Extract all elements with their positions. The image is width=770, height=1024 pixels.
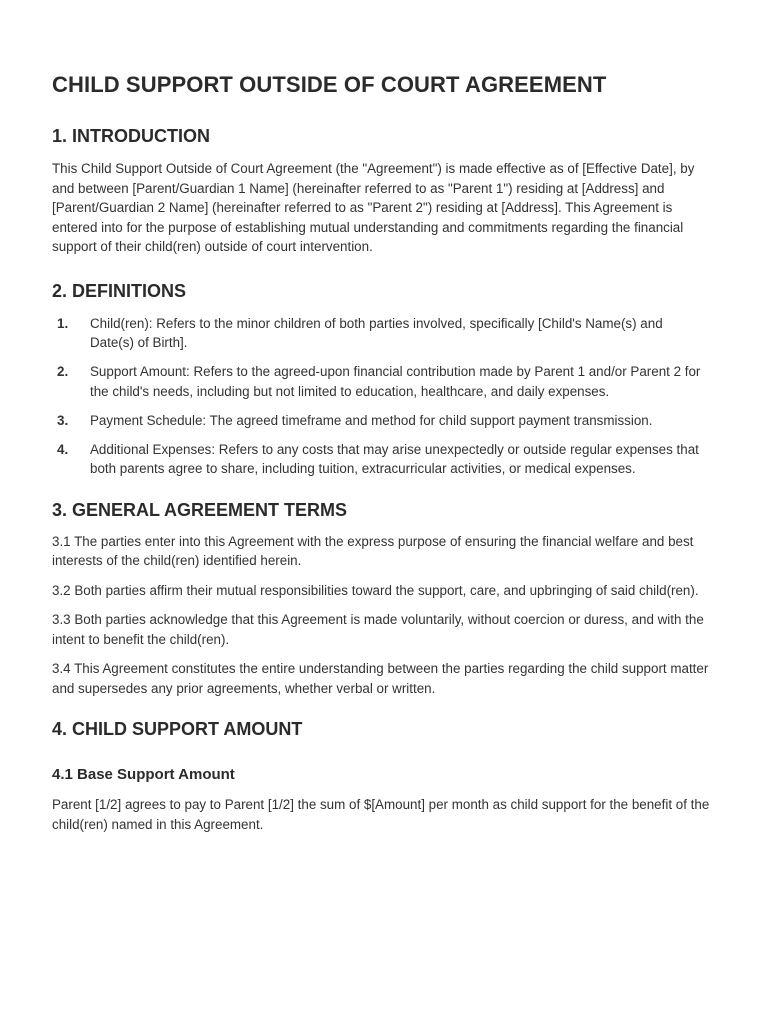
section-heading-support-amount: 4. CHILD SUPPORT AMOUNT xyxy=(52,719,303,739)
base-support-paragraph: Parent [1/2] agrees to pay to Parent [1/2] the sum of $[Amount] per month as child support for the benefit of the child(ren) named in this Agreement. xyxy=(52,797,710,832)
definition-item xyxy=(52,411,710,431)
subheading-base-support-amount: 4.1 Base Support Amount xyxy=(52,766,235,783)
definition-number: 4. xyxy=(57,441,69,457)
introduction-paragraph: This Child Support Outside of Court Agreement (the "Agreement") is made effective as of [Effective Date], by and between [Parent/Guardian 1 Name] (hereinafter referred to as "Parent 1") residing at [Address] and [Parent/Guardian 2 Name] (hereinafter referred to as "Parent 2") residing at [Address]. This Agreement is entered into for the purpose of establishing mutual understanding and commitments regarding the financial support of their child(ren) outside of court intervention. xyxy=(52,161,695,254)
definition-number: 3. xyxy=(57,412,69,428)
definition-text: Support Amount: Refers to the agreed-upon financial contribution made by Parent 1 and/or Parent 2 for the child's needs, including but not limited to education, healthcare, and daily expenses. xyxy=(90,364,701,399)
document-title: CHILD SUPPORT OUTSIDE OF COURT AGREEMENT xyxy=(52,72,607,97)
definition-number: 1. xyxy=(57,315,69,331)
definition-text: Payment Schedule: The agreed timeframe and method for child support payment transmission. xyxy=(90,412,653,428)
clause-3-2: 3.2 Both parties affirm their mutual responsibilities toward the support, care, and upbringing of said child(ren). xyxy=(52,582,699,598)
definition-item xyxy=(52,314,710,353)
section-heading-general-terms: 3. GENERAL AGREEMENT TERMS xyxy=(52,499,348,520)
definition-text: Additional Expenses: Refers to any costs that may arise unexpectedly or outside regular expenses that both parents agree to share, including tuition, extracurricular activities, or medical expenses. xyxy=(90,441,699,476)
section-support-amount xyxy=(52,717,710,834)
definition-text: Child(ren): Refers to the minor children of both parties involved, specifically [Child's Name(s) and Date(s) of Birth]. xyxy=(90,315,663,350)
clause-3-1: 3.1 The parties enter into this Agreement with the express purpose of ensuring the financial welfare and best interests of the child(ren) identified herein. xyxy=(52,533,694,568)
section-general-terms xyxy=(52,498,710,699)
clause-3-4: 3.4 This Agreement constitutes the entire understanding between the parties regarding the child support matter and supersedes any prior agreements, whether verbal or written. xyxy=(52,661,709,696)
section-definitions xyxy=(52,279,710,479)
definition-item xyxy=(52,440,710,479)
definition-number: 2. xyxy=(57,364,69,379)
section-introduction xyxy=(52,124,710,257)
clause-3-3: 3.3 Both parties acknowledge that this Agreement is made voluntarily, without coercion or duress, and with the intent to benefit the child(ren). xyxy=(52,612,704,647)
section-heading-introduction: 1. INTRODUCTION xyxy=(52,126,211,146)
definitions-list xyxy=(52,314,710,479)
definition-item xyxy=(52,362,710,401)
section-heading-definitions: 2. DEFINITIONS xyxy=(52,280,187,301)
